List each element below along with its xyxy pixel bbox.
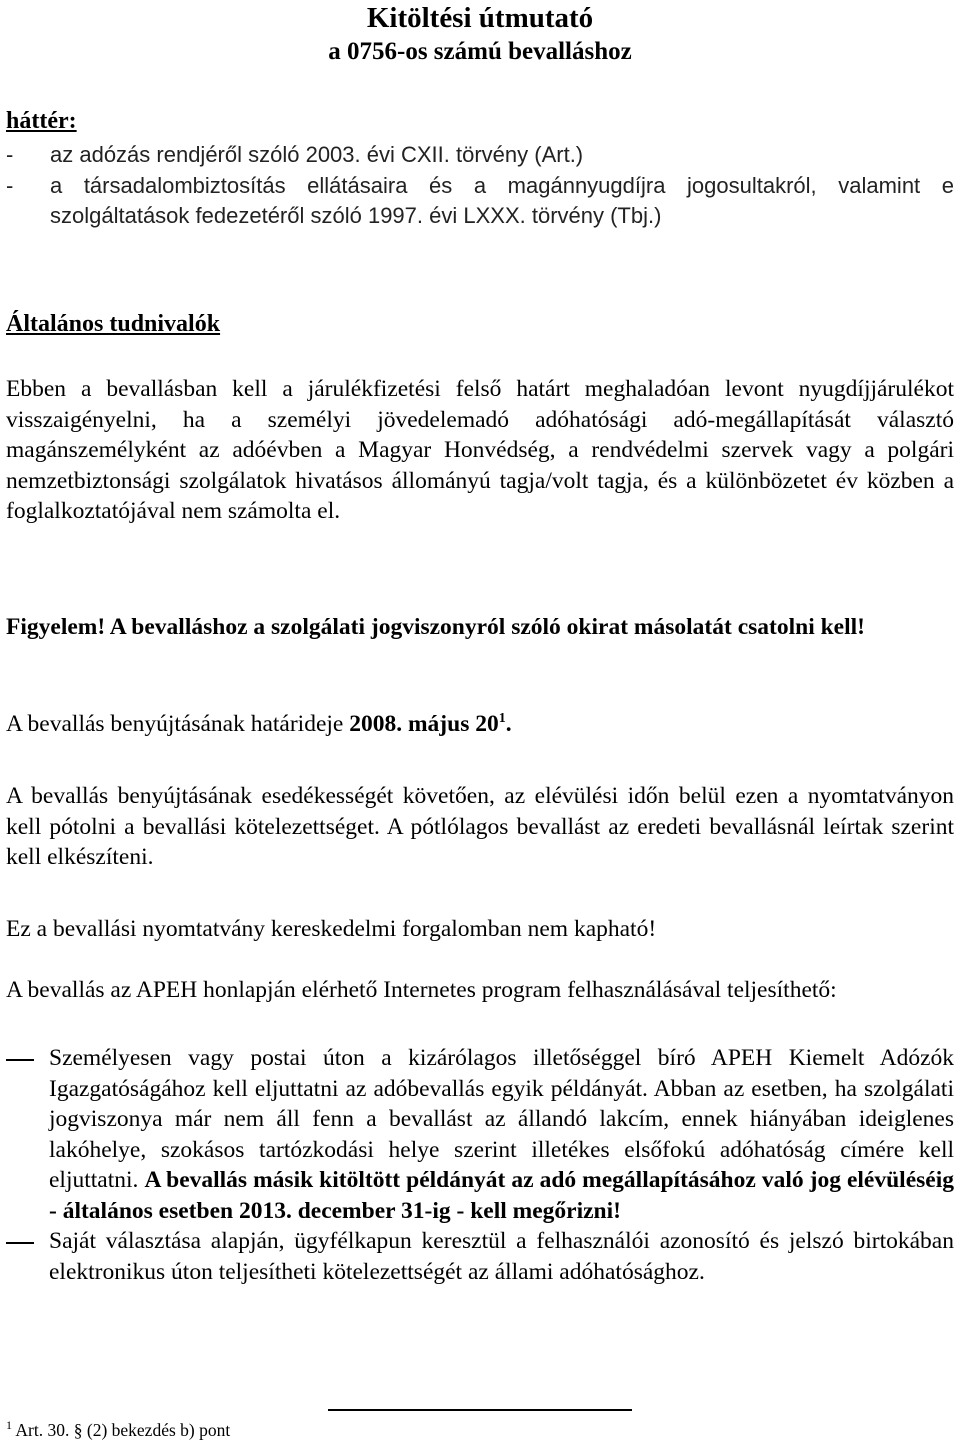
late-filing-paragraph: A bevallás benyújtásának esedékességét követően, az elévülési időn belül ezen a nyomtatványon kell pótolni a bevallási kötelezettséget. A pótlólagos bevallást az eredeti bevallásnál leírtak szerint kell elkészíteni. <box>6 783 954 870</box>
deadline-period: . <box>505 711 512 737</box>
deadline-label: A bevallás benyújtásának határideje <box>6 711 350 737</box>
background-list <box>6 140 954 232</box>
deadline-paragraph <box>6 709 954 740</box>
availability-paragraph: Ez a bevallási nyomtatvány kereskedelmi forgalomban nem kapható! <box>6 916 657 942</box>
submission-methods <box>6 1043 954 1287</box>
document-title: Kitöltési útmutató <box>366 2 594 34</box>
list-item <box>6 140 954 171</box>
list-dash: - <box>6 142 14 167</box>
footnote-reference: 1 <box>498 711 506 727</box>
list-item <box>6 1226 954 1287</box>
dash-bullet <box>6 1059 34 1061</box>
list-item-text: az adózás rendjéről szóló 2003. évi CXII. törvény (Art.) <box>50 142 584 167</box>
list-item <box>6 171 954 232</box>
program-paragraph: A bevallás az APEH honlapján elérhető Internetes program felhasználásával teljesíthető: <box>6 977 837 1003</box>
general-heading: Általános tudnivalók <box>6 311 221 337</box>
attention-paragraph: Figyelem! A bevalláshoz a szolgálati jogviszonyról szóló okirat másolatát csatolni kell! <box>6 614 865 640</box>
footnote-number: 1 <box>6 1418 12 1433</box>
footnote <box>6 1418 230 1442</box>
dash-bullet <box>6 1242 34 1244</box>
background-heading: háttér: <box>6 108 77 134</box>
list-item-text: a társadalombiztosítás ellátásaira és a magánnyugdíjra jogosultakról, valamint e szolgáltatások fedezetéről szóló 1997. évi LXXX. törvény (Tbj.) <box>50 172 954 228</box>
method-text: Személyesen vagy postai úton a kizárólagos illetőséggel bíró APEH Kiemelt Adózók Igazgatóságához kell eljuttatni az adóbevallás egyik példányát. Abban az esetben, ha szolgálati jogviszonya már nem áll fenn a bevallást az állandó lakcím, ennek hiányában ideiglenes lakóhelye, szokásos tartózkodási helye szerint illetékes elsőfokú adóhatóság címére kell eljuttatni. <box>49 1045 954 1193</box>
method-bold-text: A bevallás másik kitöltött példányát az adó megállapításához való jog elévüléséig - általános esetben 2013. december 31-ig - kell megőrizni! <box>49 1167 954 1224</box>
footnote-text: Art. 30. § (2) bekezdés b) pont <box>12 1420 231 1440</box>
list-dash: - <box>6 172 14 198</box>
intro-paragraph: Ebben a bevallásban kell a járulékfizetési felső határt meghaladóan levont nyugdíjjárulékot visszaigényelni, ha a személyi jövedelemadó adóhatósági adó-megállapítását választó magánszemélyként az adóévben a Magyar Honvédség, a rendvédelmi szervek vagy a polgári nemzetbiztonsági szolgálatok hivatásos állományú tagja/volt tagja, és a különbözetet év közben a foglalkoztatójával nem számolta el. <box>6 376 954 524</box>
list-item <box>6 1043 954 1226</box>
deadline-date: 2008. május 20 <box>349 711 499 737</box>
document-subtitle: a 0756-os számú bevalláshoz <box>328 38 632 65</box>
method-text: Saját választása alapján, ügyfélkapun keresztül a felhasználói azonosító és jelszó birtokában elektronikus úton teljesítheti kötelezettségét az állami adóhatósághoz. <box>49 1228 954 1285</box>
footnote-divider <box>328 1409 632 1411</box>
